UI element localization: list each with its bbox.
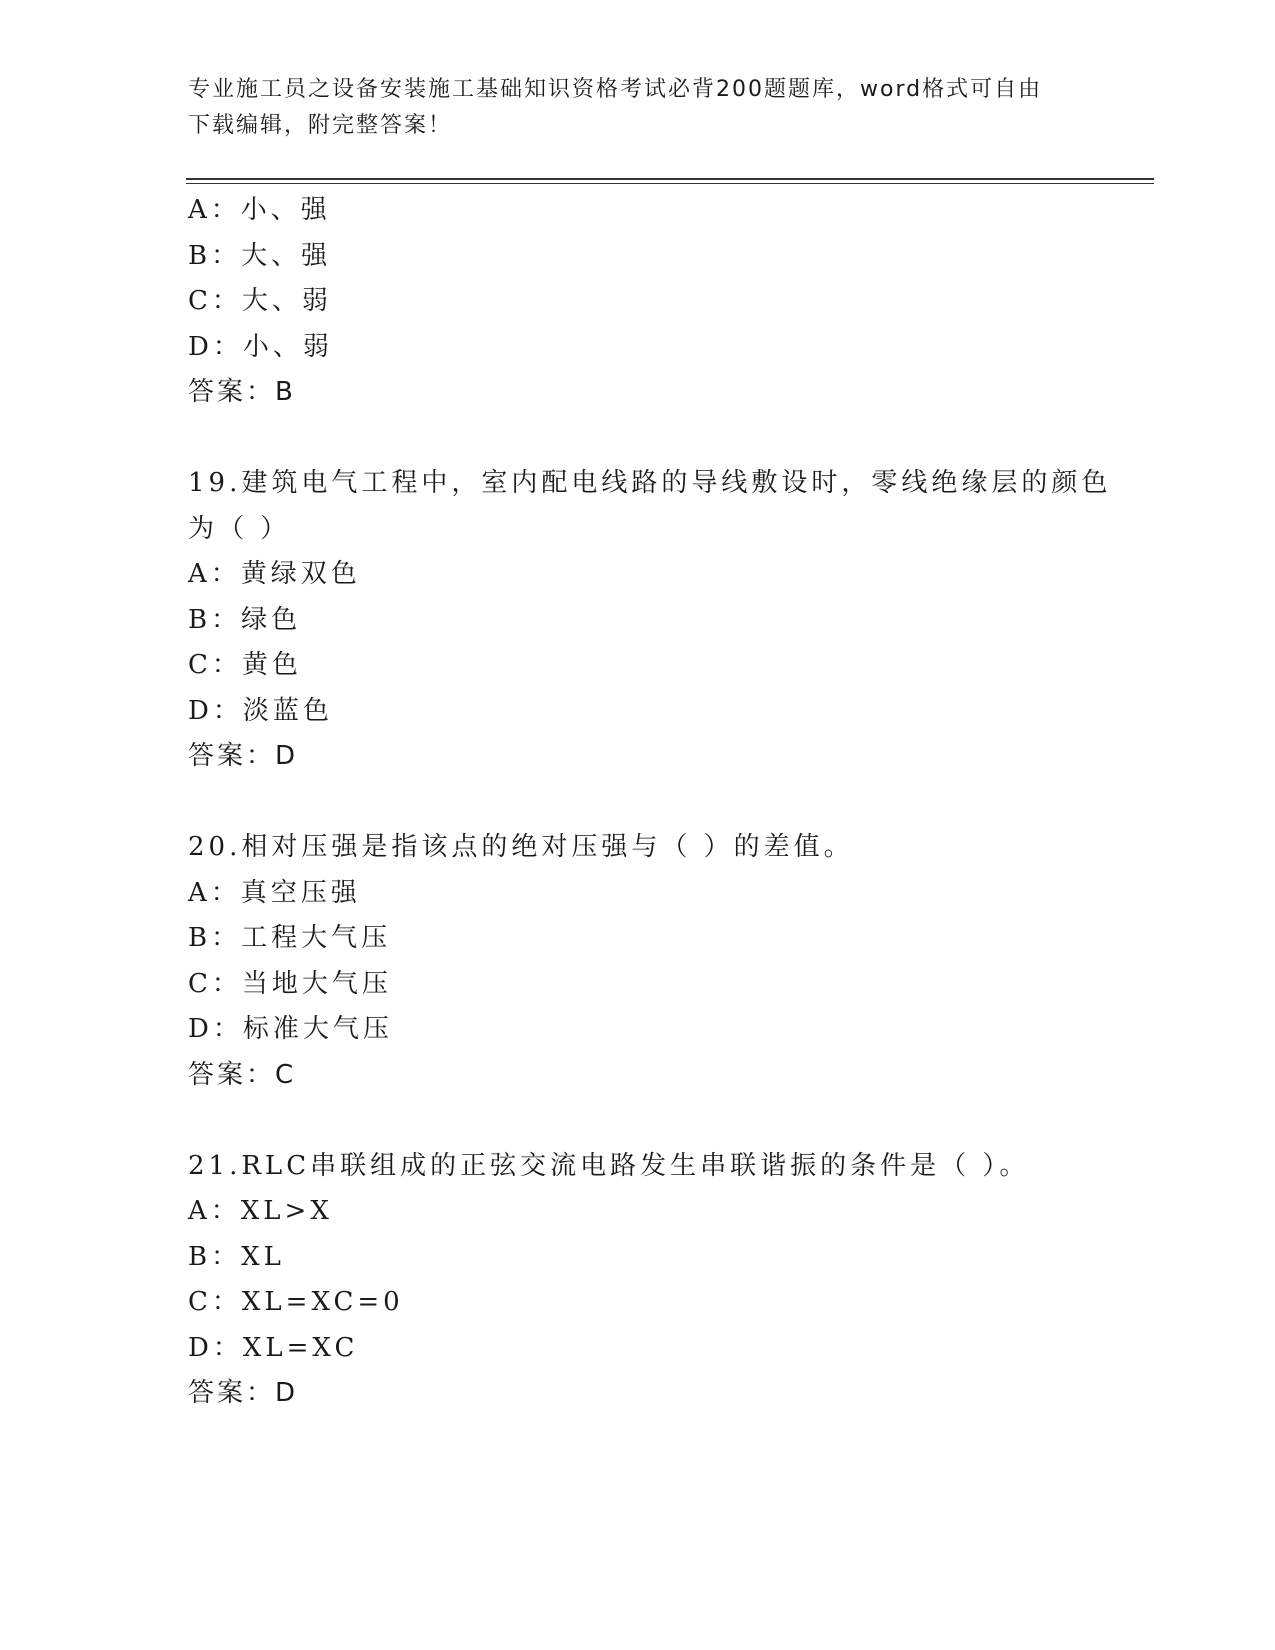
header-title-line-1: 专业施工员之设备安装施工基础知识资格考试必背200题题库，word格式可自由 <box>188 77 1043 102</box>
question-stem-line-2: 为（ ） <box>188 513 291 544</box>
spacer <box>188 1098 1128 1144</box>
question-stem-line-1: 19.建筑电气工程中，室内配电线路的导线敷设时，零线绝缘层的颜色 <box>188 468 1112 498</box>
document-body <box>188 188 1128 1417</box>
question-19 <box>188 461 1128 780</box>
option-c: C：当地大气压 <box>188 968 392 999</box>
option-c: C：XL=XC=0 <box>188 1287 404 1317</box>
answer-label: 答案：C <box>188 1059 297 1090</box>
option-a: A：XL>X <box>188 1196 333 1226</box>
header-divider-thin <box>186 183 1154 184</box>
option-a: A：小、强 <box>188 195 331 225</box>
header-title-line-2: 下载编辑，附完整答案！ <box>188 113 453 138</box>
answer-label: 答案：B <box>188 377 296 407</box>
document-header <box>188 72 1068 144</box>
option-b: B：XL <box>188 1241 285 1272</box>
question-stem-line-1: 21.RLC串联组成的正弦交流电路发生串联谐振的条件是（ ）。 <box>188 1150 1030 1181</box>
option-d: D：小、弱 <box>188 331 333 362</box>
option-a: A：黄绿双色 <box>188 559 361 589</box>
option-b: B：大、强 <box>188 240 332 271</box>
spacer <box>188 416 1128 462</box>
question-20 <box>188 825 1128 1098</box>
question-21 <box>188 1144 1128 1417</box>
option-d: D：XL=XC <box>188 1332 359 1363</box>
answer-label: 答案：D <box>188 1378 299 1408</box>
option-d: D：淡蓝色 <box>188 695 333 726</box>
question-18-continued <box>188 188 1128 416</box>
header-divider-thick <box>186 178 1154 180</box>
spacer <box>188 780 1128 826</box>
option-b: B：工程大气压 <box>188 923 392 953</box>
option-b: B：绿色 <box>188 604 302 635</box>
option-c: C：大、弱 <box>188 286 332 316</box>
answer-label: 答案：D <box>188 741 299 771</box>
option-a: A：真空压强 <box>188 877 361 908</box>
question-stem-line-1: 20.相对压强是指该点的绝对压强与（ ）的差值。 <box>188 832 854 862</box>
option-c: C：黄色 <box>188 650 302 680</box>
option-d: D：标准大气压 <box>188 1014 393 1044</box>
